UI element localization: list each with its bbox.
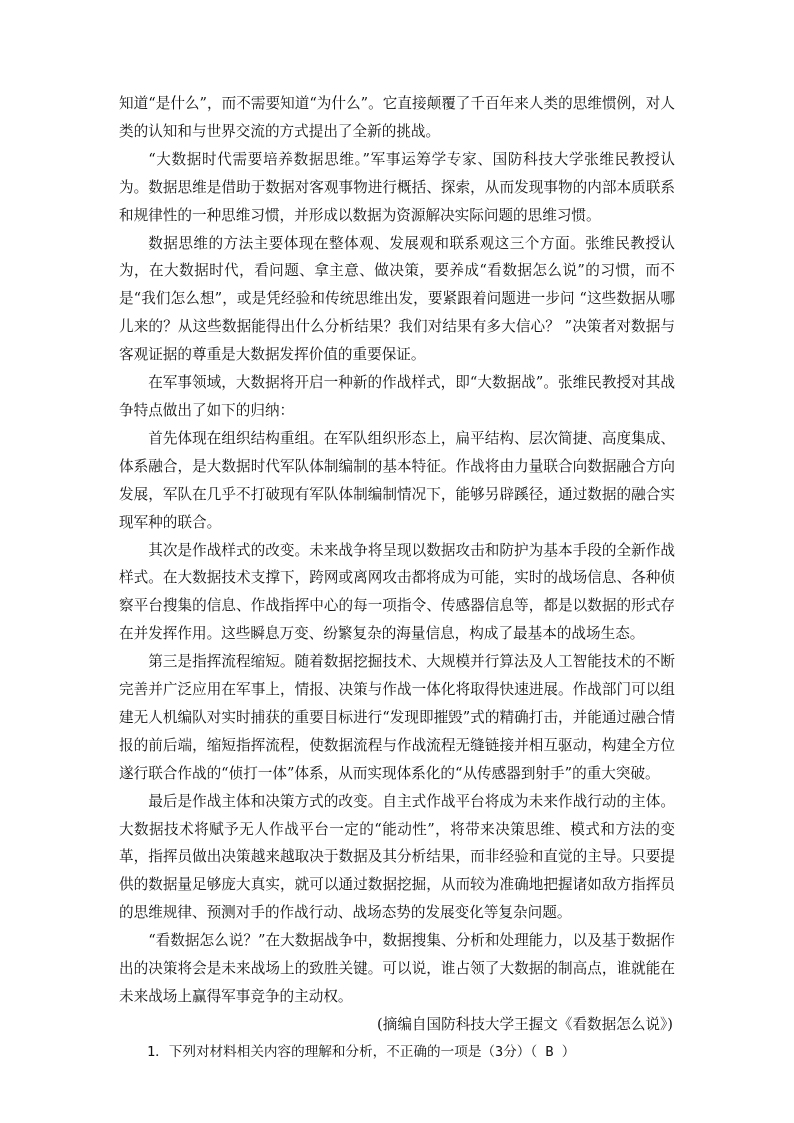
- source-citation: (摘编自国防科技大学王握文《看数据怎么说》): [377, 1015, 673, 1033]
- paragraph-decision-mode: 最后是作战主体和决策方式的改变。自主式作战平台将成为未来作战行动的主体。大数据技术将赋予无人作战平台一定的“能动性”，将带来决策思维、模式和方法的变革，指挥员做出决策越来越取决于数据及其分析结果，而非经验和直觉的主导。只要提供的数据量足够庞大真实，就可以通过数据挖掘，从而较为准确地把握诸如敌方指挥员的思维规律、预测对手的作战行动、战场态势的发展变化等复杂问题。: [119, 792, 675, 922]
- question-1: 1．下列对材料相关内容的理解和分析，不正确的一项是（3分）（ B ）: [147, 1043, 576, 1060]
- paragraph-structure-reorganization: 首先体现在组织结构重组。在军队组织形态上，扁平结构、层次简捷、高度集成、体系融合，是大数据时代军队体制编制的基本特征。作战将由力量联合向数据融合方向发展，军队在几乎不打破现有军队体制编制情况下，能够另辟蹊径，通过数据的融合实现军种的联合。: [119, 429, 675, 531]
- paragraph-command-process: 第三是指挥流程缩短。随着数据挖掘技术、大规模并行算法及人工智能技术的不断完善并广泛应用在军事上，情报、决策与作战一体化将取得快速进展。作战部门可以组建无人机编队对实时捕获的重要目标进行“发现即摧毁”式的精确打击，并能通过融合情报的前后端，缩短指挥流程，使数据流程与作战流程无缝链接并相互驱动，构建全方位遂行联合作战的“侦打一体”体系，从而实现体系化的“从传感器到射手”的重大突破。: [119, 653, 675, 782]
- paragraph-conclusion: “看数据怎么说？”在大数据战争中，数据搜集、分析和处理能力，以及基于数据作出的决策将会是未来战场上的致胜关键。可以说，谁占领了大数据的制高点，谁就能在未来战场上赢得军事竞争的主动权。: [119, 932, 675, 1005]
- paragraph-combat-style: 其次是作战样式的改变。未来战争将呈现以数据攻击和防护为基本手段的全新作战样式。在大数据技术支撑下，跨网或离网攻击都将成为可能，实时的战场信息、各种侦察平台搜集的信息、作战指挥中心的每一项指令、传感器信息等，都是以数据的形式存在并发挥作用。这些瞬息万变、纷繁复杂的海量信息，构成了最基本的战场生态。: [119, 541, 675, 643]
- paragraph-thinking-methods: 数据思维的方法主要体现在整体观、发展观和联系观这三个方面。张维民教授认为，在大数据时代，看问题、拿主意、做决策，要养成“看数据怎么说”的习惯，而不是“我们怎么想”，或是凭经验和传统思维出发，要紧跟着问题进一步问 “这些数据从哪儿来的？从这些数据能得出什么分析结果？我们对结果有多大信心？ ”决策者对数据与客观证据的尊重是大数据发挥价值的重要保证。: [119, 234, 675, 364]
- document-page: [119, 90, 675, 1067]
- paragraph-military-field: 在军事领域，大数据将开启一种新的作战样式，即“大数据战”。张维民教授对其战争特点做出了如下的归纳：: [119, 374, 675, 419]
- paragraph-continuation: 知道“是什么”，而不需要知道“为什么”。它直接颠覆了千百年来人类的思维惯例，对人类的认知和与世界交流的方式提出了全新的挑战。: [119, 95, 675, 140]
- paragraph-data-thinking: “大数据时代需要培养数据思维。”军事运筹学专家、国防科技大学张维民教授认为。数据思维是借助于数据对客观事物进行概括、探索，从而发现事物的内部本质联系和规律性的一种思维习惯，并形成以数据为资源解决实际问题的思维习惯。: [119, 150, 675, 224]
